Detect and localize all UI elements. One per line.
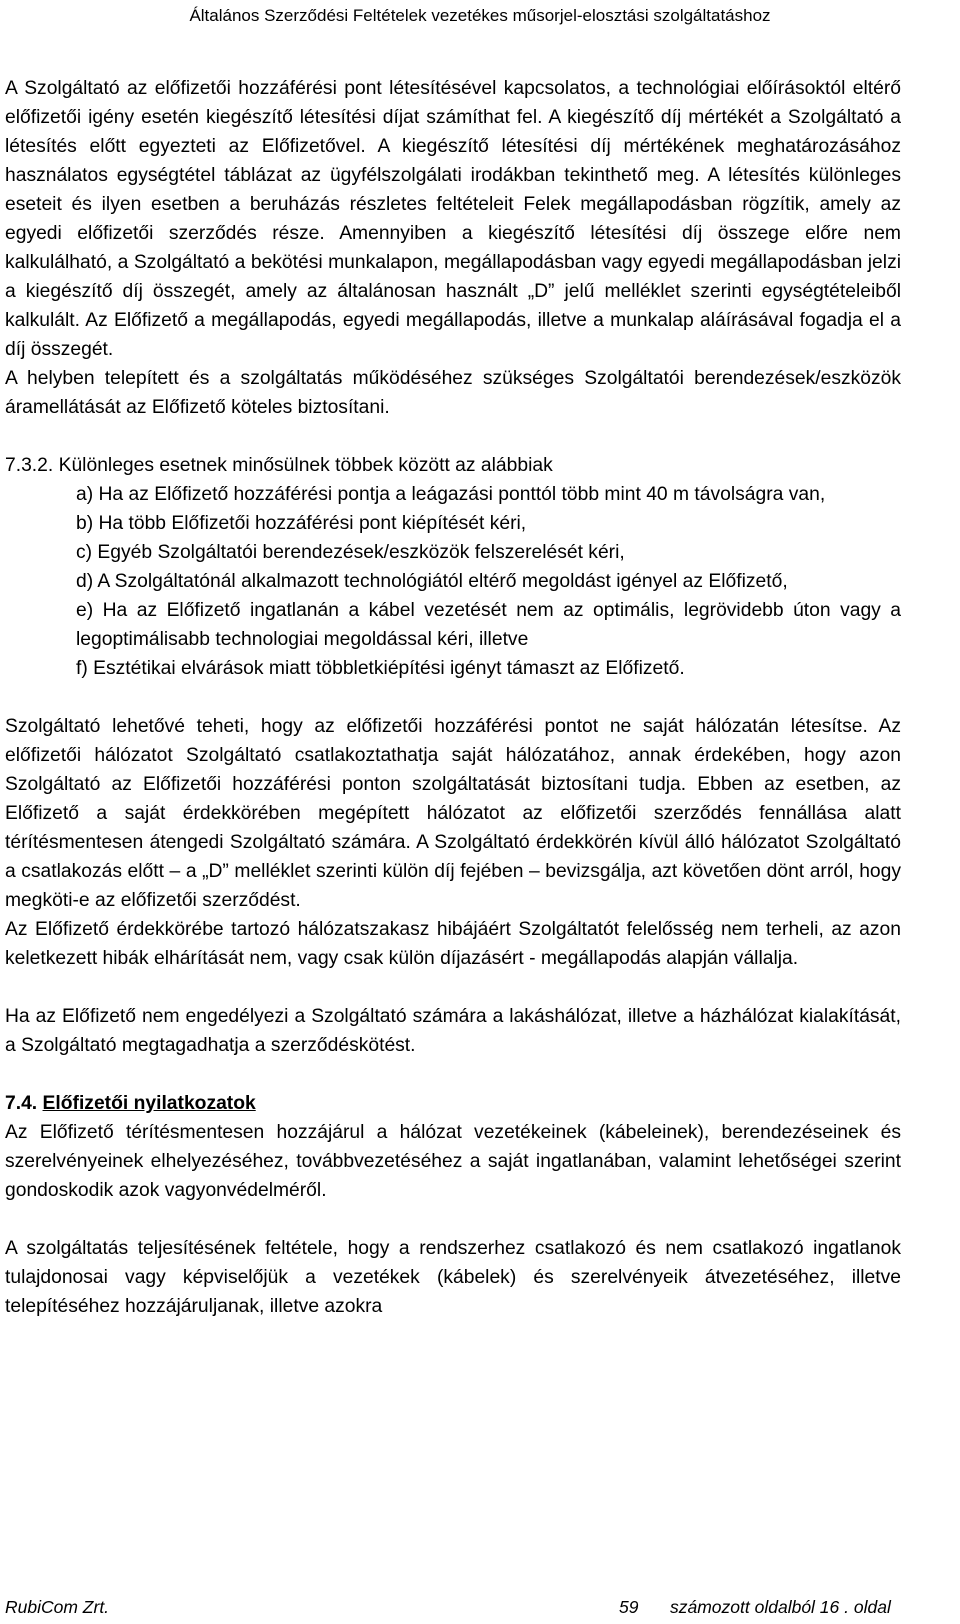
list-item-a: a) Ha az Előfizető hozzáférési pontja a leágazási ponttól több mint 40 m távolságra van, — [76, 484, 826, 505]
list-item-c: c) Egyéb Szolgáltatói berendezések/eszközök felszerelését kéri, — [76, 542, 625, 563]
paragraph-subscriber-consent: Az Előfizető térítésmentesen hozzájárul a hálózat vezetékeinek (kábeleinek), berendezéseinek és szerelvényeinek elhelyezéséhez, továbbvezetéséhez a saját ingatlanában, valamint lehetőségei szerint gondoskodik azok vagyonvédelméről. — [5, 1122, 901, 1201]
spacer — [5, 1060, 901, 1089]
list-item-b: b) Ha több Előfizetői hozzáférési pont kiépítését kéri, — [76, 513, 527, 534]
section-title: Előfizetői nyilatkozatok — [42, 1093, 256, 1114]
list-item-d: d) A Szolgáltatónál alkalmazott technológiától eltérő megoldást igényel az Előfizető, — [76, 571, 788, 592]
paragraph-special-cases-intro: 7.3.2. Különleges esetnek minősülnek többek között az alábbiak — [5, 455, 553, 476]
spacer — [5, 422, 901, 451]
footer-page-number: 59 — [619, 1597, 639, 1617]
section-number: 7.4. — [5, 1093, 38, 1114]
paragraph-refusal: Ha az Előfizető nem engedélyezi a Szolgáltató számára a lakáshálózat, illetve a házhálózat kialakítását, a Szolgáltató megtagadhatja a szerződéskötést. — [5, 1006, 901, 1056]
footer-page-of: számozott oldalból 16 . oldal — [670, 1597, 891, 1617]
section-heading — [5, 1089, 901, 1118]
page-header: Általános Szerződési Feltételek vezetékes műsorjel-elosztási szolgáltatáshoz — [189, 6, 771, 25]
list-item-e: e) Ha az Előfizető ingatlanán a kábel vezetését nem az optimális, legrövidebb úton vagy a legoptimálisabb technologiai megoldással kéri, illetve — [76, 600, 901, 650]
paragraph-power-supply: A helyben telepített és a szolgáltatás működéséhez szükséges Szolgáltatói berendezések/eszközök áramellátását az Előfizető köteles biztosítani. — [5, 368, 901, 418]
spacer — [5, 1205, 901, 1234]
footer-company: RubiCom Zrt. — [5, 1597, 110, 1617]
paragraph-service-condition: A szolgáltatás teljesítésének feltétele, hogy a rendszerhez csatlakozó és nem csatlakozó ingatlanok tulajdonosai vagy képviselőjük a vezetékek (kábelek) és szerelvényeik átvezetéséhez, illetve telepítéséhez hozzájáruljanak, illetve azokra — [5, 1238, 901, 1317]
paragraph-liability: Az Előfizető érdekkörébe tartozó hálózatszakasz hibájáért Szolgáltatót felelősség nem terheli, az azon keletkezett hibák elhárítását nem, vagy csak külön díjazásért - megállapodás alapján vállalja. — [5, 919, 901, 969]
list-item-f: f) Esztétikai elvárások miatt többletkiépítési igényt támaszt az Előfizető. — [76, 658, 685, 679]
paragraph-subscriber-network: Szolgáltató lehetővé teheti, hogy az előfizetői hozzáférési pontot ne saját hálózatán létesítse. Az előfizetői hálózatot Szolgáltató csatlakoztathatja saját hálózatához, annak érdekében, hogy azon Szolgáltató az Előfizetői hozzáférési ponton szolgáltatását biztosítani tudja. Ebben az esetben, az Előfizető a saját érdekkörében megépített hálózatot az előfizetői szerződés fennállása alatt térítésmentesen átengedi Szolgáltató számára. A Szolgáltató érdekkörén kívül álló hálózatot Szolgáltató a csatlakozás előtt – a „D” melléklet szerinti külön díj fejében – bevizsgálja, azt követően dönt arról, hogy megköti-e az előfizetői szerződést. — [5, 716, 901, 911]
paragraph-installation-fee: A Szolgáltató az előfizetői hozzáférési pont létesítésével kapcsolatos, a technológiai előírásoktól eltérő előfizetői igény esetén kiegészítő létesítési díjat számíthat fel. A kiegészítő díj mértékét a Szolgáltató a létesítés előtt egyezteti az Előfizetővel. A kiegészítő létesítési díj mértékének meghatározásához használatos egységtétel táblázat az ügyfélszolgálati irodákban tekinthető meg. A létesítés különleges eseteit és ilyen esetben a beruházás részletes feltételeit Felek megállapodásban rögzítik, amely az egyedi előfizetői szerződés része. Amennyiben a kiegészítő létesítési díj összege előre nem kalkulálható, a Szolgáltató a bekötési munkalapon, megállapodásban vagy egyedi megállapodásban jelzi a kiegészítő díj összegét, amely az általánosan használt „D” jelű melléklet szerinti egységtételeiből kalkulált. Az Előfizető a megállapodás, egyedi megállapodás, illetve a munkalap aláírásával fogadja el a díj összegét. — [5, 78, 901, 360]
document-body — [5, 74, 901, 1321]
spacer — [5, 973, 901, 1002]
spacer — [5, 683, 901, 712]
page-footer — [5, 1594, 925, 1620]
